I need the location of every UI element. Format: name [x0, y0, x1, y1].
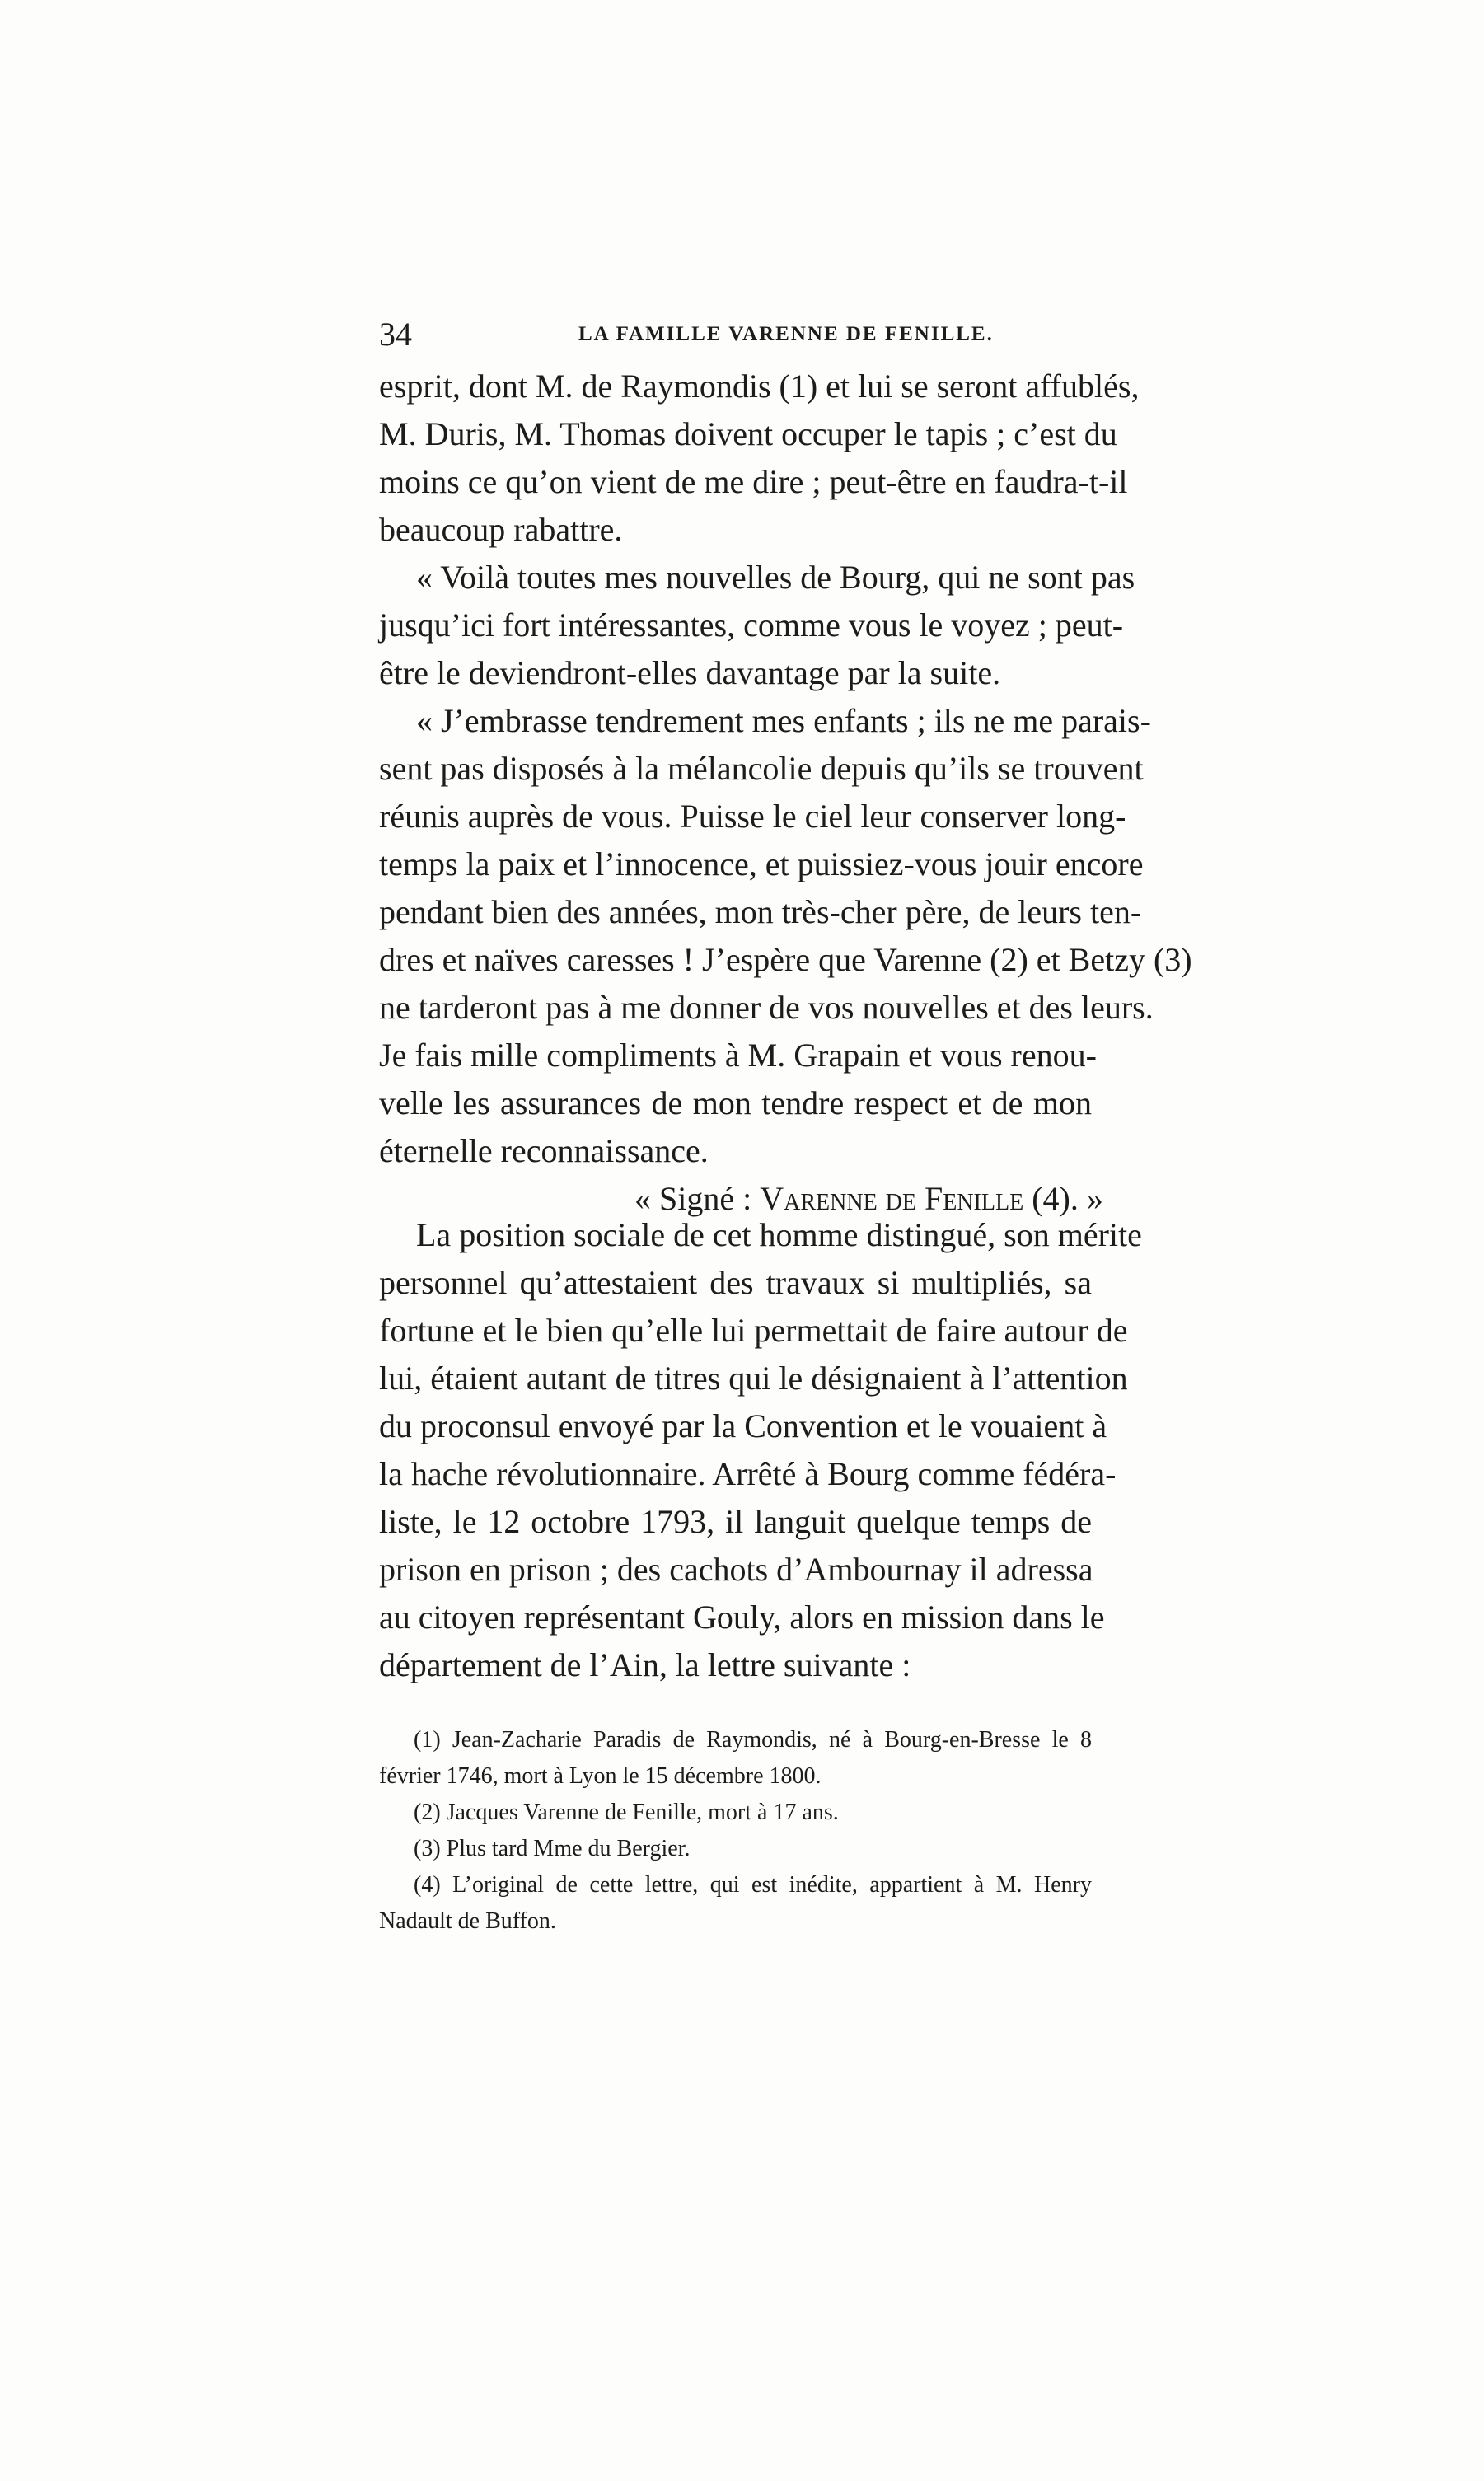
text-line: du proconsul envoyé par la Convention et le vouaient à — [379, 1407, 1107, 1444]
footnote-line: (2) Jacques Varenne de Fenille, mort à 17 ans. — [414, 1800, 839, 1825]
signature-prefix: « Signé : — [634, 1180, 761, 1217]
text-line: prison en prison ; des cachots d’Ambournay il adressa — [379, 1551, 1093, 1588]
text-line: lui, étaient autant de titres qui le désignaient à l’attention — [379, 1360, 1128, 1397]
text-line: Je fais mille compliments à M. Grapain et vous renou- — [379, 1037, 1097, 1074]
footnote-4 — [379, 1867, 1092, 1940]
footnote-line: (3) Plus tard Mme du Bergier. — [414, 1836, 691, 1861]
text-line: réunis auprès de vous. Puisse le ciel leur conserver long- — [379, 798, 1126, 835]
text-line: ne tarderont pas à me donner de vos nouvelles et des leurs. — [379, 989, 1154, 1026]
text-line: fortune et le bien qu’elle lui permettait de faire autour de — [379, 1312, 1128, 1349]
footnote-line: (1) Jean-Zacharie Paradis de Raymondis, né à Bourg-en-Bresse le 8 — [414, 1727, 1092, 1753]
text-line: département de l’Ain, la lettre suivante : — [379, 1646, 911, 1683]
footnote-1 — [379, 1722, 1092, 1795]
text-line: « J’embrasse tendrement mes enfants ; ils ne me parais- — [416, 702, 1151, 739]
narrative-body — [379, 1211, 1142, 1689]
letter-body — [379, 363, 1192, 1223]
text-line: au citoyen représentant Gouly, alors en mission dans le — [379, 1599, 1105, 1636]
text-line: personnel qu’attestaient des travaux si multipliés, sa — [379, 1264, 1092, 1301]
text-line: « Voilà toutes mes nouvelles de Bourg, qui ne sont pas — [416, 559, 1135, 596]
text-line: La position sociale de cet homme distingué, son mérite — [416, 1216, 1142, 1253]
running-title: LA FAMILLE VARENNE DE FENILLE. — [578, 323, 994, 345]
footnote-line: (4) L’original de cette lettre, qui est inédite, appartient à M. Henry — [414, 1872, 1092, 1898]
paragraph-letter-closing-3 — [379, 697, 1192, 1175]
footnote-3 — [379, 1831, 1092, 1867]
text-line: esprit, dont M. de Raymondis (1) et lui se seront affublés, — [379, 367, 1140, 405]
paragraph-letter-closing-1 — [379, 363, 1140, 554]
page-number: 34 — [379, 316, 412, 353]
footnote-2 — [379, 1795, 1092, 1831]
text-line: jusqu’ici fort intéressantes, comme vous le voyez ; peut- — [379, 606, 1124, 644]
footnote-line: février 1746, mort à Lyon le 15 décembre 1800. — [379, 1763, 822, 1789]
signature-name: Varenne de Fenille — [760, 1180, 1024, 1217]
text-line: beaucoup rabattre. — [379, 511, 623, 548]
footnote-line: Nadault de Buffon. — [379, 1908, 556, 1934]
text-line: velle les assurances de mon tendre respect et de mon — [379, 1084, 1092, 1121]
text-line: moins ce qu’on vient de me dire ; peut-être en faudra-t-il — [379, 463, 1128, 500]
text-line: pendant bien des années, mon très-cher père, de leurs ten- — [379, 893, 1142, 930]
paragraph-letter-closing-2 — [379, 554, 1135, 697]
text-line: être le deviendront-elles davantage par la suite. — [379, 654, 1001, 691]
text-line: éternelle reconnaissance. — [379, 1132, 709, 1169]
page-header — [379, 311, 1092, 358]
text-line: la hache révolutionnaire. Arrêté à Bourg comme fédéra- — [379, 1455, 1117, 1492]
text-line: dres et naïves caresses ! J’espère que Varenne (2) et Betzy (3) — [379, 941, 1192, 978]
text-line: liste, le 12 octobre 1793, il languit quelque temps de — [379, 1503, 1092, 1540]
text-line: sent pas disposés à la mélancolie depuis qu’ils se trouvent — [379, 750, 1144, 787]
footnotes — [379, 1722, 1092, 1940]
signature-suffix: (4). » — [1023, 1180, 1103, 1217]
text-line: M. Duris, M. Thomas doivent occuper le tapis ; c’est du — [379, 415, 1117, 452]
text-line: temps la paix et l’innocence, et puissiez-vous jouir encore — [379, 845, 1144, 882]
